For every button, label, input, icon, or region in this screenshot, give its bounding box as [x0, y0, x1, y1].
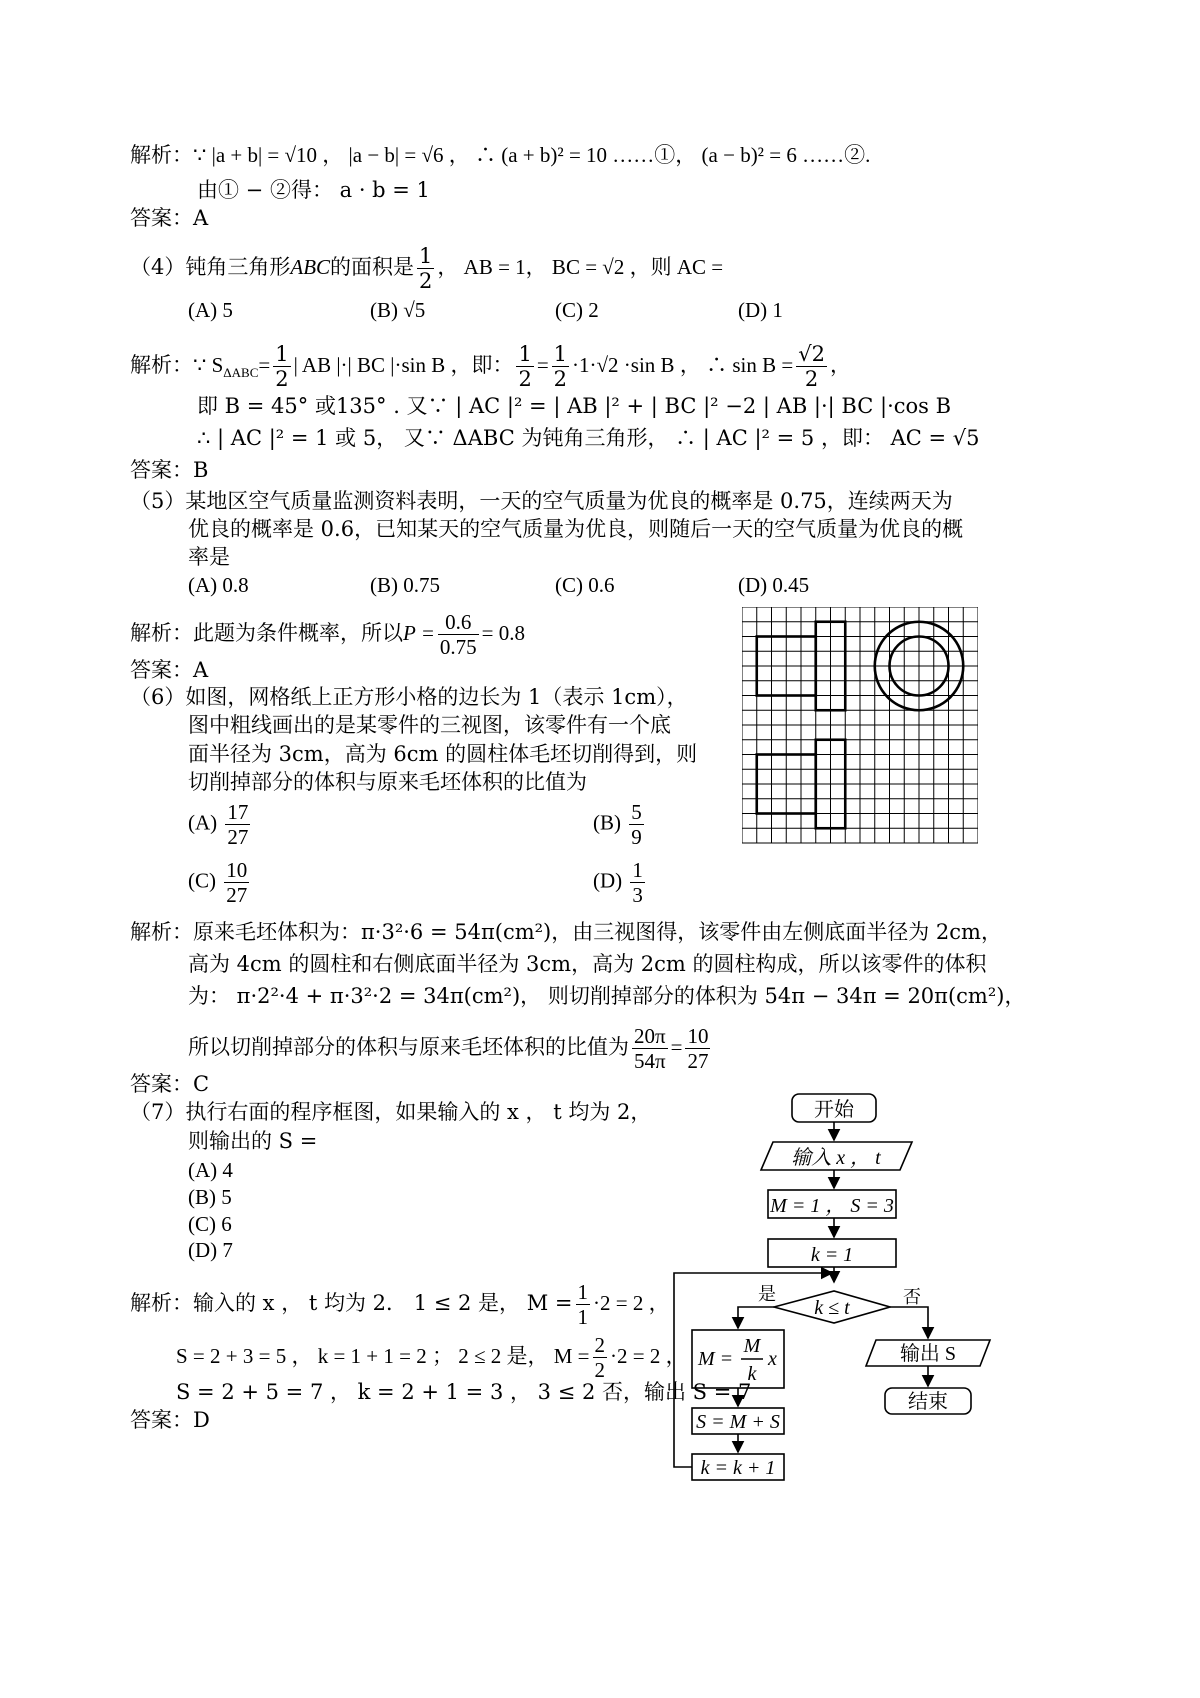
q6-analysis-line4: 所以切削掉部分的体积与原来毛坯体积的比值为 $\frac{20\pi}{54\pi}$ = $\frac{10}{27}$	[188, 1024, 709, 1073]
q5-option-c: (C) 0.6	[555, 573, 615, 597]
q6-stem-line3: 面半径为 3cm，高为 6cm 的圆柱体毛坯切削得到，则	[188, 742, 698, 766]
flow-input-label: 输入 x ， t	[791, 1147, 881, 1169]
q7-stem-line1: （7）执行右面的程序框图，如果输入的 x ， t 均为 2，	[130, 1100, 652, 1124]
q7-analysis-line2: S = 2 + 3 = 5 ， k = 1 + 1 = 2 ； 2 ≤ 2 是， M = $\frac{2}{2}$ ·2 = 2 ，	[176, 1333, 687, 1382]
q7-option-a: (A) 4	[188, 1158, 233, 1182]
q3-analysis-line2: 由① − ②得： a · b = 1	[197, 178, 430, 202]
flow-m-lhs: M =	[698, 1348, 734, 1370]
flow-s-update-label: S = M + S	[696, 1411, 780, 1433]
q4-option-b: (B) √5	[370, 298, 426, 322]
q6-option-b: (B) $\frac{5}{9}$	[593, 800, 642, 849]
q7-answer: 答案：D	[130, 1408, 210, 1432]
q6-stem-line1: （6）如图，网格纸上正方形小格的边长为 1（表示 1cm），	[130, 685, 688, 709]
three-view-grid-figure	[742, 607, 978, 845]
flow-start-label: 开始	[814, 1099, 854, 1121]
q6-analysis-line1: 解析：原来毛坯体积为：π·3²·6 = 54π(cm²)，由三视图得，该零件由左侧底面半径为 2cm，	[130, 920, 1002, 944]
q4-option-d: (D) 1	[738, 298, 783, 322]
q5-stem-line1: （5）某地区空气质量监测资料表明，一天的空气质量为优良的概率是 0.75，连续两天为	[130, 489, 953, 513]
q4-option-a: (A) 5	[188, 298, 233, 322]
q6-analysis-line3: 为： π·2²·4 + π·3²·2 = 34π(cm²)， 则切削掉部分的体积为 54π − 34π = 20π(cm²)，	[188, 984, 1026, 1008]
q5-stem-line3: 率是	[188, 545, 230, 569]
q5-analysis: 解析：此题为条件概率，所以P = $\frac{0.6}{0.75}$ = 0.8	[130, 610, 525, 659]
q7-option-d: (D) 7	[188, 1238, 233, 1262]
q3-answer: 答案：A	[130, 206, 209, 230]
flow-init-label: M = 1 ， S = 3	[770, 1195, 894, 1217]
q7-stem-line2: 则输出的 S =	[188, 1129, 318, 1153]
q6-answer: 答案：C	[130, 1072, 210, 1096]
q7-analysis-line3: S = 2 + 5 = 7 ， k = 2 + 1 = 3 ， 3 ≤ 2 否，输出 S = 7	[176, 1380, 752, 1404]
flow-output-label: 输出 S	[899, 1343, 957, 1365]
program-flowchart	[660, 1088, 1000, 1488]
q7-option-c: (C) 6	[188, 1212, 232, 1236]
q4-analysis-line2: 即 B = 45° 或135° . 又∵ | AC |² = | AB |² + | BC |² −2 | AB |·| BC |·cos B	[197, 394, 952, 418]
q5-answer: 答案：A	[130, 658, 209, 682]
q6-option-a: (A) $\frac{17}{27}$	[188, 800, 249, 849]
q4-stem: （4）钝角三角形ABC的面积是 $\frac{1}{2}$ ， AB = 1， BC = √2 ，则 AC =	[130, 244, 724, 293]
q4-analysis-line3: ∴ | AC |² = 1 或 5， 又∵ ΔABC 为钝角三角形， ∴ | AC |² = 5 ，即： AC = √5	[197, 426, 980, 450]
q6-analysis-line2: 高为 4cm 的圆柱和右侧底面半径为 3cm，高为 2cm 的圆柱构成，所以该零件的体积	[188, 952, 987, 976]
flow-end-label: 结束	[908, 1391, 948, 1413]
q6-stem-line2: 图中粗线画出的是某零件的三视图，该零件有一个底	[188, 713, 671, 737]
q4-option-c: (C) 2	[555, 298, 599, 322]
q5-option-d: (D) 0.45	[738, 573, 810, 597]
flow-m-num: M	[743, 1335, 761, 1357]
flow-m-x: x	[768, 1348, 777, 1370]
q5-stem-line2: 优良的概率是 0.6，已知某天的空气质量为优良，则随后一天的空气质量为优良的概	[188, 517, 964, 541]
q3-analysis-line1: 解析：∵ |a + b| = √10 ， |a − b| = √6 ， ∴ (a + b)² = 10 ……①， (a − b)² = 6 ……②.	[130, 143, 871, 167]
flow-k-init-label: k = 1	[810, 1244, 854, 1266]
q7-option-b: (B) 5	[188, 1185, 232, 1209]
flow-yes-label: 是	[758, 1284, 776, 1304]
q7-analysis-line1: 解析：输入的 x ， t 均为 2． 1 ≤ 2 是， M = $\frac{1}{1}$ ·2 = 2 ，	[130, 1280, 670, 1329]
q4-answer: 答案：B	[130, 458, 209, 482]
q6-option-d: (D) $\frac{1}{3}$	[593, 858, 643, 907]
flow-no-label: 否	[903, 1287, 921, 1307]
q6-stem-line4: 切削掉部分的体积与原来毛坯体积的比值为	[188, 770, 587, 794]
flow-condition-label: k ≤ t	[814, 1297, 850, 1319]
q4-analysis-line1: 解析：∵ $S_{\Delta ABC}=$ $\frac{1}{2}$ | AB |·| BC |·sin B ，即： $\frac{1}{2}$ = $\frac{1}{2}$ ·1·√2 ·sin B ， ∴ sin B = $\frac{√2}{2}$ ，	[130, 342, 851, 391]
flow-m-den: k	[747, 1363, 757, 1385]
q5-option-b: (B) 0.75	[370, 573, 440, 597]
q5-option-a: (A) 0.8	[188, 573, 249, 597]
q6-option-c: (C) $\frac{10}{27}$	[188, 858, 248, 907]
flow-k-update-label: k = k + 1	[700, 1457, 776, 1479]
